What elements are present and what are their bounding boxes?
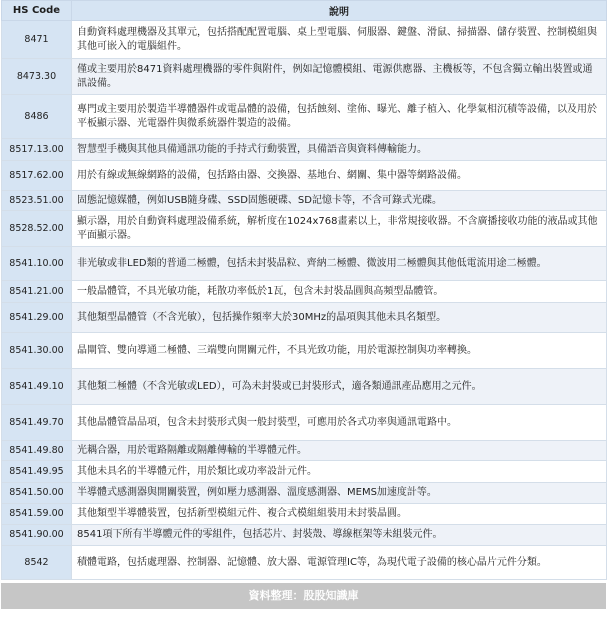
table-row: [2, 461, 607, 483]
table-row: [2, 59, 607, 95]
description-cell: 自動資料處理機器及其單元，包括搭配配置電腦、桌上型電腦、伺服器、鍵盤、滑鼠、掃描器、儲存裝置、控制模組與其他可嵌入的電腦組件。: [72, 21, 607, 59]
description-cell: 專門或主要用於製造半導體器件或電晶體的設備，包括蝕刻、塗佈、曝光、離子植入、化學氣相沉積等設備，以及用於平板顯示器、光電器件與微系統器件製造的設備。: [72, 95, 607, 139]
table-row: [2, 483, 607, 504]
hs-code-table-container: [1, 0, 606, 609]
hs-code-cell: 8541.29.00: [2, 303, 72, 333]
hs-code-cell: 8541.49.70: [2, 405, 72, 441]
hs-code-cell: 8541.90.00: [2, 525, 72, 546]
description-cell: 其他類型半導體裝置，包括新型模組元件、複合式模組組裝用未封裝晶圓。: [72, 504, 607, 525]
hs-code-cell: 8541.49.95: [2, 461, 72, 483]
table-row: [2, 161, 607, 191]
source-footer: 資料整理：股股知識庫: [1, 583, 606, 609]
table-row: [2, 211, 607, 247]
hs-code-cell: 8471: [2, 21, 72, 59]
hs-code-cell: 8541.49.10: [2, 369, 72, 405]
hs-code-cell: 8517.13.00: [2, 139, 72, 161]
hs-code-cell: 8517.62.00: [2, 161, 72, 191]
table-row: [2, 247, 607, 281]
table-row: [2, 405, 607, 441]
table-row: [2, 281, 607, 303]
hs-code-cell: 8541.10.00: [2, 247, 72, 281]
hs-code-table: [1, 0, 607, 580]
description-cell: 半導體式感測器與開關裝置，例如壓力感測器、溫度感測器、MEMS加速度計等。: [72, 483, 607, 504]
description-cell: 一般晶體管，不具光敏功能，耗散功率低於1瓦，包含未封裝晶圓與高頻型晶體管。: [72, 281, 607, 303]
table-row: [2, 441, 607, 461]
table-row: [2, 504, 607, 525]
description-cell: 8541項下所有半導體元件的零組件，包括芯片、封裝殼、導線框架等未組裝元件。: [72, 525, 607, 546]
hs-code-cell: 8486: [2, 95, 72, 139]
table-row: [2, 333, 607, 369]
description-cell: 光耦合器，用於電路隔離或隔離傳輸的半導體元件。: [72, 441, 607, 461]
table-row: [2, 546, 607, 580]
hs-code-cell: 8542: [2, 546, 72, 580]
description-cell: 其他類型晶體管（不含光敏），包括操作頻率大於30MHz的晶項與其他未具名類型。: [72, 303, 607, 333]
description-cell: 晶閘管、雙向導通二極體、三端雙向開關元件，不具光致功能，用於電源控制與功率轉換。: [72, 333, 607, 369]
hs-code-cell: 8541.30.00: [2, 333, 72, 369]
description-cell: 智慧型手機與其他具備通訊功能的手持式行動裝置，具備語音與資料傳輸能力。: [72, 139, 607, 161]
description-cell: 其他晶體管晶品項，包含未封裝形式與一般封裝型，可應用於各式功率與通訊電路中。: [72, 405, 607, 441]
description-cell: 僅或主要用於8471資料處理機器的零件與附件，例如記憶體模組、電源供應器、主機板等，不包含獨立輸出裝置或通訊設備。: [72, 59, 607, 95]
description-cell: 用於有線或無線網路的設備，包括路由器、交換器、基地台、網關、集中器等網路設備。: [72, 161, 607, 191]
hs-code-cell: 8541.49.80: [2, 441, 72, 461]
table-row: [2, 525, 607, 546]
description-cell: 固態記憶媒體，例如USB隨身碟、SSD固態硬碟、SD記憶卡等，不含可錄式光碟。: [72, 191, 607, 211]
header-row: [2, 1, 607, 21]
description-cell: 顯示器，用於自動資料處理設備系統，解析度在1024x768畫素以上，非常規接收器。不含廣播接收功能的液晶或其他平面顯示器。: [72, 211, 607, 247]
table-row: [2, 21, 607, 59]
hs-code-cell: 8523.51.00: [2, 191, 72, 211]
table-row: [2, 369, 607, 405]
header-hs-code: HS Code: [2, 1, 72, 21]
table-row: [2, 95, 607, 139]
description-cell: 其他類二極體（不含光敏或LED），可為未封裝或已封裝形式，適各類通訊產品應用之元件。: [72, 369, 607, 405]
table-row: [2, 303, 607, 333]
hs-code-cell: 8541.59.00: [2, 504, 72, 525]
hs-code-cell: 8541.21.00: [2, 281, 72, 303]
header-description: 說明: [72, 1, 607, 21]
table-body: [2, 21, 607, 580]
description-cell: 積體電路，包括處理器、控制器、記憶體、放大器、電源管理IC等，為現代電子設備的核心晶片元件分類。: [72, 546, 607, 580]
hs-code-cell: 8541.50.00: [2, 483, 72, 504]
table-row: [2, 191, 607, 211]
hs-code-cell: 8528.52.00: [2, 211, 72, 247]
table-header: [2, 1, 607, 21]
description-cell: 其他未具名的半導體元件，用於類比或功率設計元件。: [72, 461, 607, 483]
description-cell: 非光敏或非LED類的普通二極體，包括未封裝晶粒、齊納二極體、微波用二極體與其他低電流用途二極體。: [72, 247, 607, 281]
table-row: [2, 139, 607, 161]
hs-code-cell: 8473.30: [2, 59, 72, 95]
